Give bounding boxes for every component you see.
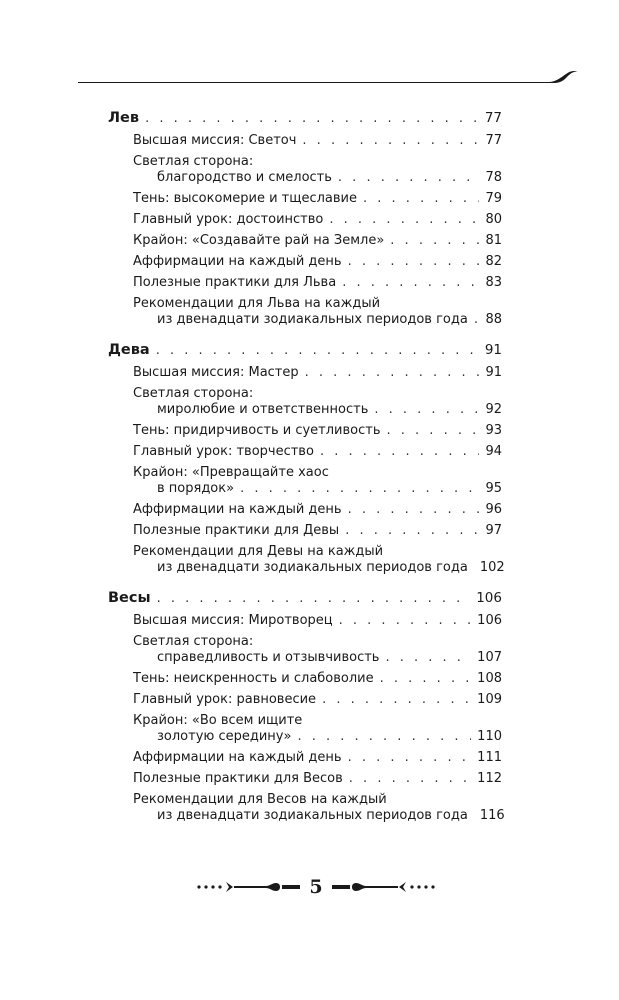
page-number: 111 <box>477 750 502 765</box>
entry-title: Тень: придирчивость и суетливость <box>133 423 381 438</box>
dot-leader <box>348 254 480 270</box>
toc-entry[interactable] <box>133 365 502 381</box>
entry-title-line2: из двенадцати зодиакальных периодов года <box>157 312 468 327</box>
toc-entry[interactable] <box>133 444 502 460</box>
dot-leader <box>320 444 480 460</box>
toc-section-virgo <box>108 342 505 576</box>
page-number: 80 <box>485 212 502 227</box>
page-number: 91 <box>484 342 502 358</box>
page-number: 79 <box>485 191 502 206</box>
toc-entry[interactable] <box>133 713 502 745</box>
dot-leader <box>349 771 471 787</box>
page-number: 83 <box>485 275 502 290</box>
page-number: 88 <box>485 312 502 327</box>
page-number: 116 <box>479 808 505 823</box>
entry-title-line2: миролюбие и ответственность <box>157 402 369 417</box>
dot-leader <box>338 170 480 186</box>
dot-leader <box>157 590 471 607</box>
toc-entry[interactable] <box>133 386 502 418</box>
entry-title: Полезные практики для Льва <box>133 275 337 290</box>
dot-leader <box>305 365 480 381</box>
toc-entry[interactable] <box>133 544 505 576</box>
dot-leader <box>329 212 479 228</box>
toc-entry[interactable] <box>133 275 502 291</box>
entry-title-line2: из двенадцати зодиакальных периодов года <box>157 560 468 575</box>
toc-entry[interactable] <box>133 212 502 228</box>
page-number: 112 <box>477 771 502 786</box>
page-number: 97 <box>485 523 502 538</box>
entry-title: Тень: высокомерие и тщеславие <box>133 191 358 206</box>
toc-entry[interactable] <box>133 750 502 766</box>
dot-leader <box>339 613 472 629</box>
toc-entry[interactable] <box>133 771 502 787</box>
toc-section-heading[interactable] <box>108 110 502 127</box>
dot-leader <box>145 110 479 127</box>
page-number: 95 <box>485 481 502 496</box>
toc-section-libra <box>108 590 505 824</box>
header-rule <box>78 66 578 90</box>
entry-title-line1: Рекомендации для Девы на каждый <box>133 544 384 559</box>
dot-leader <box>474 312 480 328</box>
toc-entry[interactable] <box>133 154 502 186</box>
entry-title: Тень: неискренность и слабоволие <box>133 671 374 686</box>
page-number: 77 <box>484 110 502 126</box>
entry-title-line2: справедливость и отзывчивость <box>157 650 380 665</box>
entry-title-line1: Светлая сторона: <box>133 154 254 169</box>
entry-title-line2: золотую середину» <box>157 729 292 744</box>
entry-title: Полезные практики для Девы <box>133 523 340 538</box>
entry-title: Главный урок: творчество <box>133 444 314 459</box>
dot-leader <box>374 402 479 418</box>
entry-title: Главный урок: равновесие <box>133 692 317 707</box>
toc-section-heading[interactable] <box>108 342 502 359</box>
entry-title-line1: Крайон: «Во всем ищите <box>133 713 303 728</box>
entry-title: Крайон: «Создавайте рай на Земле» <box>133 233 385 248</box>
toc-entry[interactable] <box>133 523 502 539</box>
toc-entry[interactable] <box>133 465 502 497</box>
toc-section-heading[interactable] <box>108 590 502 607</box>
page-number-folio: 5 <box>309 876 323 898</box>
dot-leader <box>380 671 472 687</box>
entry-title-line2: из двенадцати зодиакальных периодов года <box>157 808 468 823</box>
toc-entry[interactable] <box>133 671 502 687</box>
entry-title-line2: благородство и смелость <box>157 170 332 185</box>
entry-title-line1: Рекомендации для Весов на каждый <box>133 792 387 807</box>
dot-leader <box>156 342 479 359</box>
page-number: 107 <box>477 650 502 665</box>
page-number: 93 <box>485 423 502 438</box>
toc-entry[interactable] <box>133 423 502 439</box>
folio <box>196 874 436 900</box>
toc-entry[interactable] <box>133 191 502 207</box>
entry-title-line2: в порядок» <box>157 481 235 496</box>
entry-title-line1: Крайон: «Превращайте хаос <box>133 465 329 480</box>
page-number: 94 <box>485 444 502 459</box>
dot-leader <box>322 692 471 708</box>
entry-title: Полезные практики для Весов <box>133 771 343 786</box>
page-number: 110 <box>477 729 502 744</box>
page-number: 108 <box>477 671 502 686</box>
toc-entry[interactable] <box>133 233 502 249</box>
page-number: 106 <box>477 613 502 628</box>
section-title: Лев <box>108 110 140 126</box>
toc-entry[interactable] <box>133 792 505 824</box>
dot-leader <box>297 729 471 745</box>
dot-leader <box>342 275 479 291</box>
entry-title: Аффирмации на каждый день <box>133 254 342 269</box>
toc-entry[interactable] <box>133 692 502 708</box>
dot-leader <box>240 481 479 497</box>
entry-title-line1: Светлая сторона: <box>133 634 254 649</box>
page-number: 82 <box>485 254 502 269</box>
section-title: Весы <box>108 590 151 606</box>
section-title: Дева <box>108 342 150 358</box>
page-number: 96 <box>485 502 502 517</box>
table-of-contents <box>108 110 505 838</box>
dot-leader <box>385 650 471 666</box>
dot-leader <box>387 423 480 439</box>
page-number: 109 <box>477 692 502 707</box>
dot-leader <box>348 502 480 518</box>
dot-leader <box>390 233 479 249</box>
toc-entry[interactable] <box>133 254 502 270</box>
dot-leader <box>348 750 472 766</box>
page-number: 81 <box>485 233 502 248</box>
entry-title: Высшая миссия: Мастер <box>133 365 299 380</box>
entry-title: Аффирмации на каждый день <box>133 502 342 517</box>
page-number: 78 <box>485 170 502 185</box>
page-number: 92 <box>485 402 502 417</box>
entry-title: Высшая миссия: Светоч <box>133 133 297 148</box>
toc-entry[interactable] <box>133 296 502 328</box>
dot-leader <box>345 523 479 539</box>
entry-title: Аффирмации на каждый день <box>133 750 342 765</box>
toc-entry[interactable] <box>133 613 502 629</box>
entry-title: Высшая миссия: Миротворец <box>133 613 333 628</box>
dot-leader <box>363 191 479 207</box>
toc-entry[interactable] <box>133 502 502 518</box>
page-number: 106 <box>476 590 502 606</box>
page-number: 102 <box>479 560 505 575</box>
entry-title-line1: Рекомендации для Льва на каждый <box>133 296 381 311</box>
toc-entry[interactable] <box>133 634 502 666</box>
entry-title-line1: Светлая сторона: <box>133 386 254 401</box>
toc-entry[interactable] <box>133 133 502 149</box>
page-number: 77 <box>485 133 502 148</box>
page-number: 91 <box>485 365 502 380</box>
dot-leader <box>302 133 479 149</box>
entry-title: Главный урок: достоинство <box>133 212 324 227</box>
toc-section-leo <box>108 110 502 328</box>
